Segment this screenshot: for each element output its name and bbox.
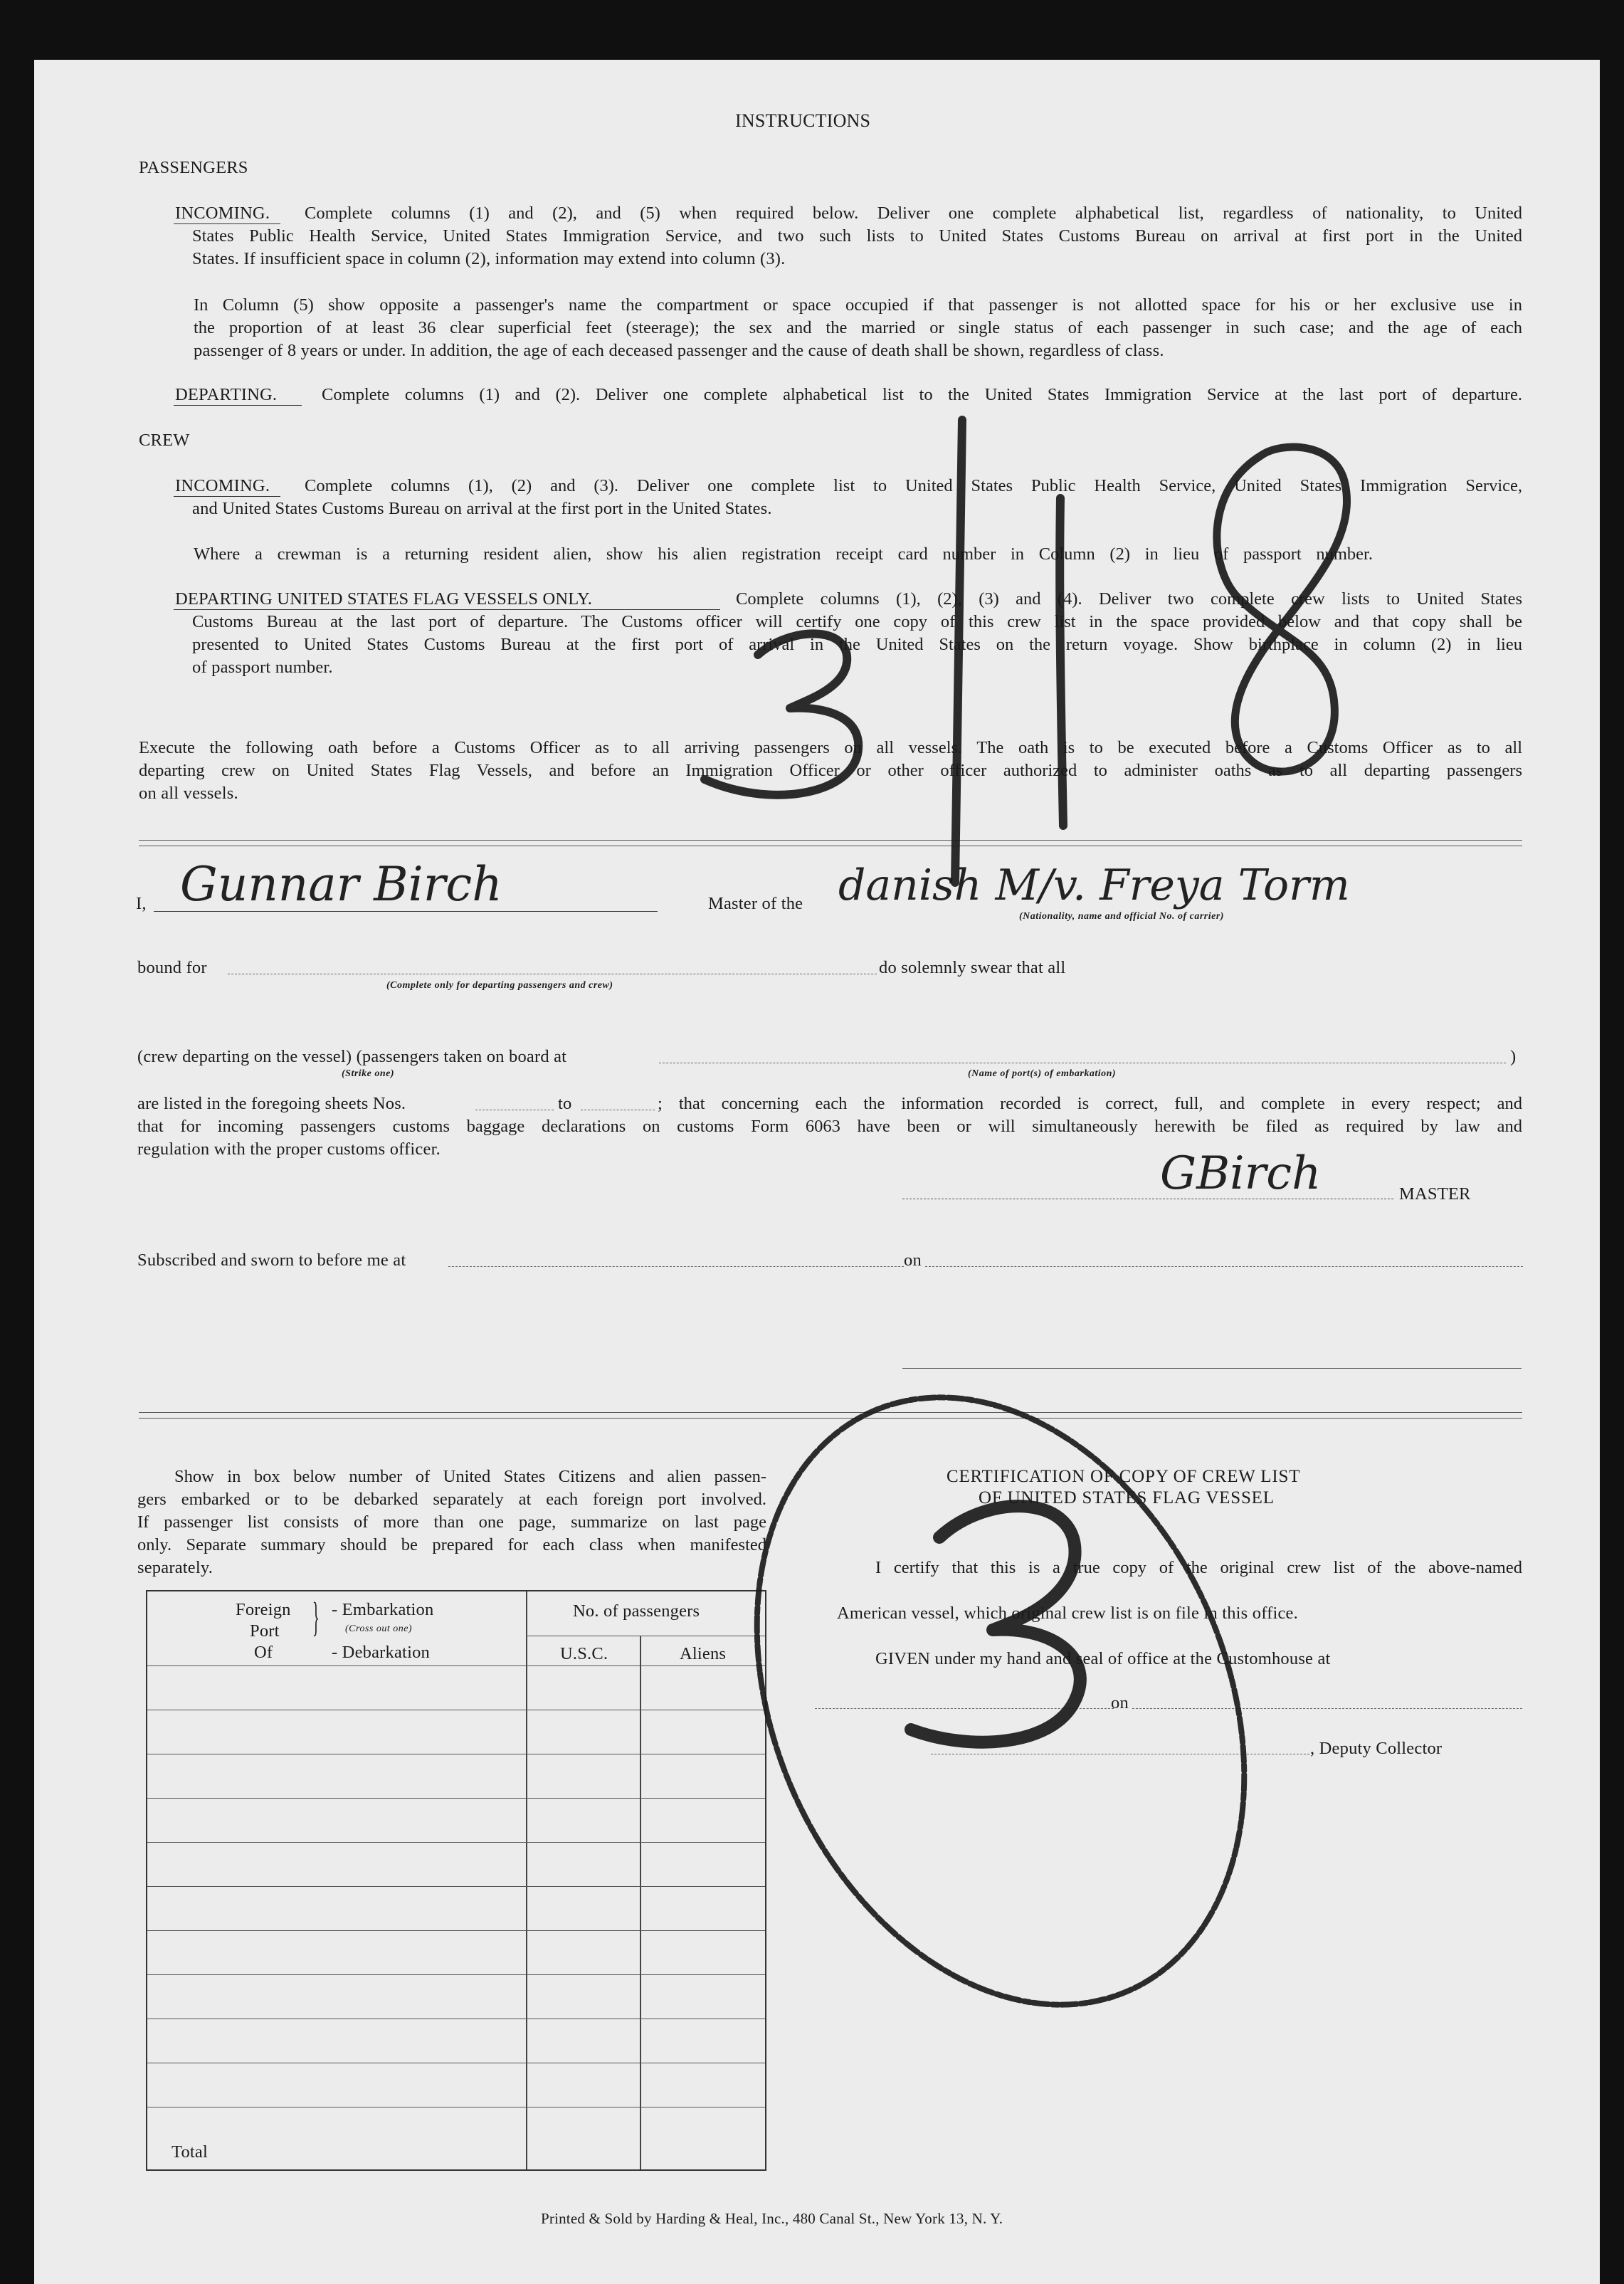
listed-text-a: are listed in the foregoing sheets Nos. [137,1094,406,1113]
passengers-incoming-line: Complete columns (1) and (2), and (5) when required below. Deliver one complete alphabetical list, regardless of nationality, to United [305,204,1522,223]
crew-incoming-line: and United States Customs Bureau on arrival at the first port in the United States. [192,499,772,518]
oath-instruction-line: departing crew on United States Flag Vessels, and before an Immigration Officer or other officer authorized to administer oaths as to all departing passengers [139,761,1522,780]
crew-resident-text: Where a crewman is a returning resident alien, show his alien registration receipt card number in Column (2) in lieu of passport number. [194,544,1373,564]
column5-line: In Column (5) show opposite a passenger's name the compartment or space occupied if that passenger is not allotted space for his or her exclusive use in [194,295,1522,315]
on-label: on [904,1251,922,1270]
table-row-rule [147,1665,765,1666]
listed-line: that for incoming passengers customs baggage declarations on customs Form 6063 have been or will simultaneously herewith be filed as required by law and [137,1117,1522,1136]
bound-caption: (Complete only for departing passengers and crew) [386,980,613,991]
crew-heading: CREW [139,431,190,450]
crew-departing-label: DEPARTING UNITED STATES FLAG VESSELS ONLY. [175,589,593,609]
table-row-rule [147,1974,765,1975]
column5-line: passenger of 8 years or under. In addition, the age of each deceased passenger and the cause of death shall be shown, regardless of class. [194,341,1164,360]
divider [139,840,1522,841]
divider [139,1418,1522,1419]
listed-text-b: ; that concerning each the information recorded is correct, full, and complete in every respect; and [658,1094,1522,1113]
subscribed-date-line [925,1266,1523,1267]
crew-departing-line: presented to United States Customs Bureau at the first port of arrival in the United States on the return voyage. Show birthplace in column (2) in lieu [192,635,1522,654]
deputy-collector-label: , Deputy Collector [1310,1739,1443,1758]
vessel-caption: (Nationality, name and official No. of carrier) [1019,911,1224,922]
officer-signature-line [902,1368,1522,1369]
table-row-rule [147,1886,765,1887]
port-label: Port [250,1621,280,1641]
passenger-summary-table [146,1590,766,2171]
close-paren: ) [1510,1047,1517,1066]
manifest-page [34,60,1600,2284]
crew-departing-underline [174,609,720,610]
column-rule [640,1636,641,2169]
swear-text: do solemnly swear that all [879,958,1066,977]
table-row-rule [147,1842,765,1843]
bound-for-label: bound for [137,958,207,977]
cross-out-caption: (Cross out one) [345,1623,413,1634]
incoming-underline [174,223,280,224]
subscribed-label: Subscribed and sworn to before me at [137,1251,406,1270]
certification-place-line [815,1708,1114,1709]
passengers-departing-text: Complete columns (1) and (2). Deliver one complete alphabetical list to the United States Immigration Service at the last port of departure. [322,385,1522,404]
oath-instruction-line: on all vessels. [139,784,238,803]
table-row-rule [147,1798,765,1799]
of-label: Of [254,1643,273,1662]
total-label: Total [172,2142,208,2162]
foreign-label: Foreign [236,1600,291,1619]
certification-line: American vessel, which original crew list is on file in this office. [837,1604,1298,1623]
certification-line: I certify that this is a true copy of the original crew list of the above-named [875,1558,1522,1577]
passengers-incoming-line: States Public Health Service, United States Immigration Service, and two such lists to United States Customs Bureau on arrival at first port in the United [192,226,1522,246]
summary-line: separately. [137,1558,213,1577]
passengers-heading: PASSENGERS [139,158,248,177]
crew-incoming-underline [174,496,280,497]
port-caption: (Name of port(s) of embarkation) [968,1068,1117,1079]
column5-line: the proportion of at least 36 clear superficial feet (steerage); the sex and the married or single status of each passenger in such case; and the age of each [194,318,1522,337]
usc-header: U.S.C. [560,1644,608,1663]
oath-instruction-line: Execute the following oath before a Customs Officer as to all arriving passengers on all vessels. The oath is to be executed before a Customs Officer as to all [139,738,1522,757]
certification-title: CERTIFICATION OF COPY OF CREW LIST [947,1467,1301,1486]
crew-departing-line: of passport number. [192,658,333,677]
vessel-handwritten: danish M/v. Freya Torm [838,861,1350,910]
brace-glyph: } [312,1594,320,1640]
crew-incoming-line: Complete columns (1), (2) and (3). Deliver one complete list to United States Public Health Service, United States Immigration Service, [305,476,1522,495]
column-rule [526,1591,527,2169]
master-signature: GBirch [1160,1147,1322,1200]
master-name-handwritten: Gunnar Birch [180,857,502,912]
crew-departing-line: Customs Bureau at the last port of departure. The Customs officer will certify one copy of this crew list in the space provided below and that copy shall be [192,612,1522,631]
divider [139,1412,1522,1413]
debarkation-label: - Debarkation [332,1643,430,1662]
crew-departing-line: Complete columns (1), (2), (3) and (4). Deliver two complete crew lists to United States [736,589,1522,609]
embarkation-label: - Embarkation [332,1600,434,1619]
passengers-incoming-label: INCOMING. [175,204,270,223]
table-row-rule [147,1930,765,1931]
aliens-header: Aliens [680,1644,727,1663]
certification-on-label: on [1111,1693,1129,1712]
summary-line: Show in box below number of United States Citizens and alien passen- [174,1467,766,1486]
passengers-departing-label: DEPARTING. [175,385,278,404]
strike-caption: (Strike one) [342,1068,395,1079]
summary-line: only. Separate summary should be prepared for each class when manifested [137,1535,766,1554]
printer-footer: Printed & Sold by Harding & Heal, Inc., 480 Canal St., New York 13, N. Y. [541,2210,1003,2227]
master-of-label: Master of the [708,894,803,913]
certification-line: GIVEN under my hand and seal of office at the Customhouse at [875,1649,1331,1668]
summary-line: gers embarked or to be debarked separately at each foreign port involved. [137,1490,766,1509]
page-title: INSTRUCTIONS [735,110,871,131]
oath-i-label: I, [136,894,147,913]
listed-line: regulation with the proper customs officer. [137,1140,441,1159]
crew-departing-text: (crew departing on the vessel) (passengers taken on board at [137,1047,567,1066]
certification-subtitle: OF UNITED STATES FLAG VESSEL [979,1488,1275,1507]
master-label: MASTER [1399,1184,1471,1204]
crew-incoming-label: INCOMING. [175,476,270,495]
listed-to: to [558,1094,572,1113]
summary-line: If passenger list consists of more than one page, summarize on last page [137,1512,766,1532]
no-passengers-header: No. of passengers [573,1601,700,1621]
passengers-incoming-line: States. If insufficient space in column (2), information may extend into column (3). [192,249,786,268]
departing-underline [174,405,302,406]
certification-date-line [1132,1708,1522,1709]
subscribed-place-line [448,1266,904,1267]
